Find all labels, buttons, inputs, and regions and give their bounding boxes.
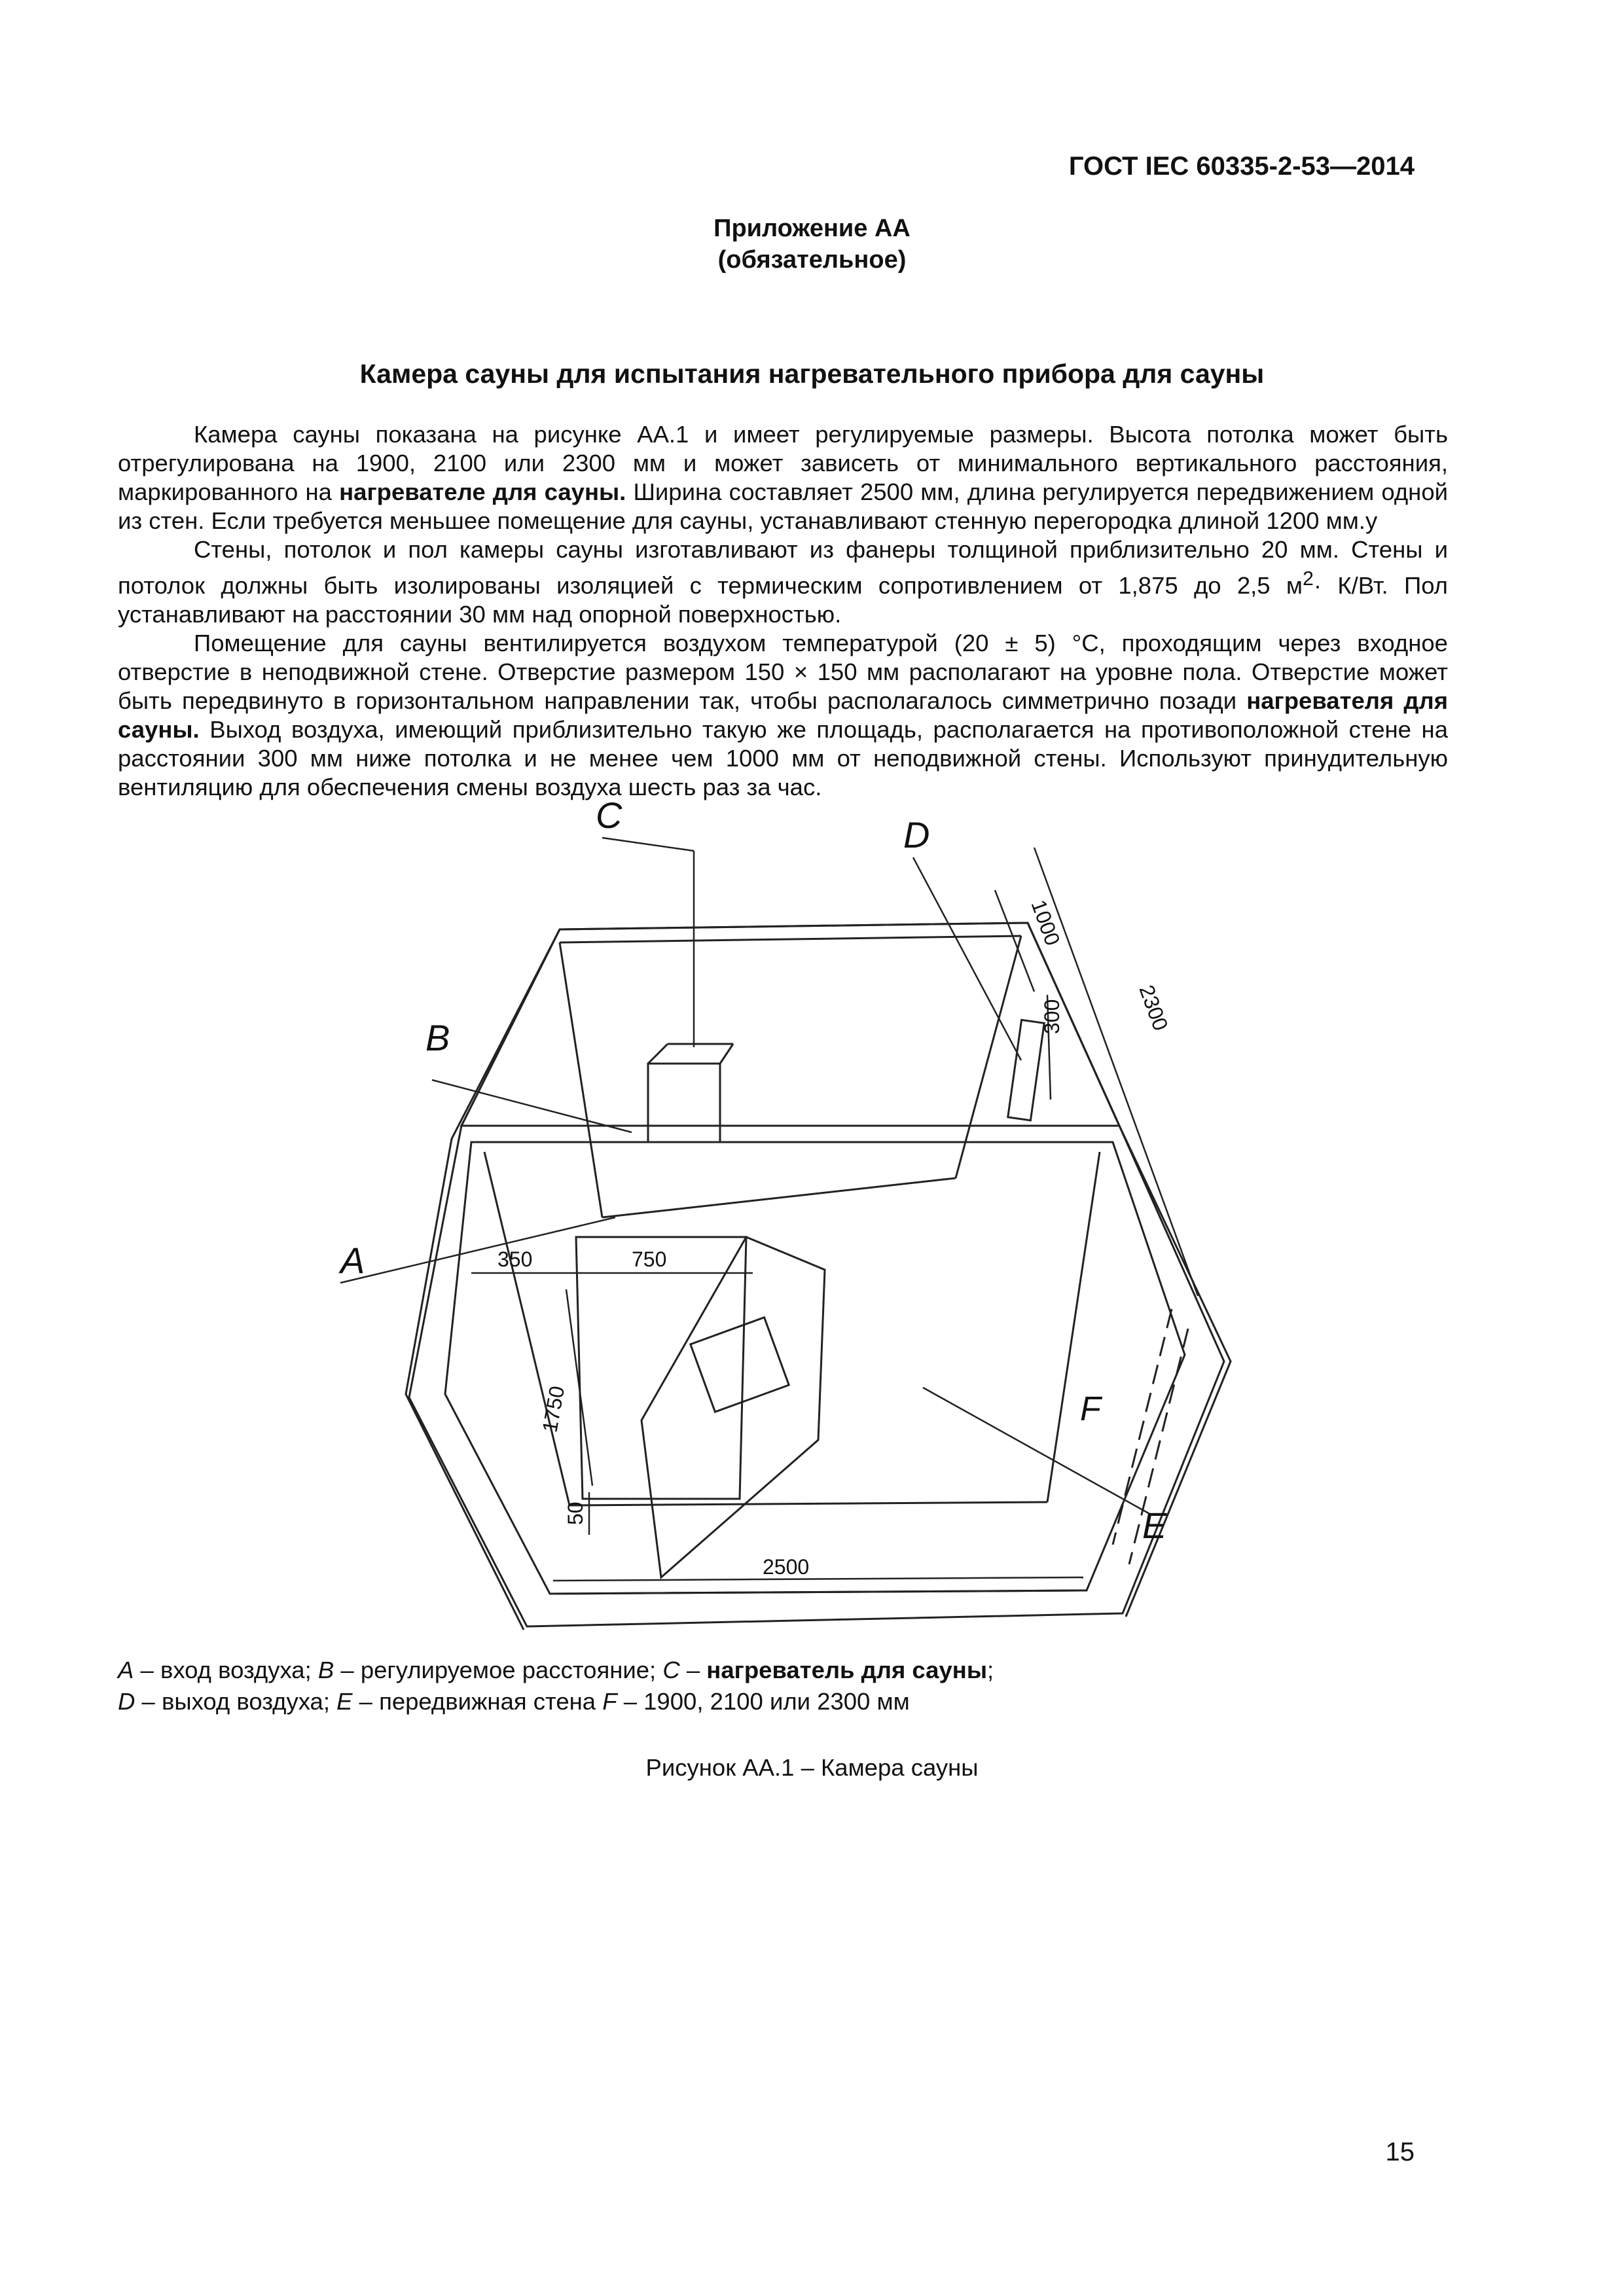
dim-2500-line	[553, 1577, 1083, 1581]
heater-box-depth-2	[720, 1044, 733, 1064]
legend-text-a: – вход воздуха;	[134, 1657, 318, 1683]
dim-1750-line	[566, 1289, 592, 1486]
body-text	[118, 420, 1448, 802]
standard-header: ГОСТ IEC 60335-2-53—2014	[1068, 152, 1415, 181]
dim-750: 750	[632, 1247, 667, 1271]
paragraph-3	[118, 629, 1448, 802]
floor-back-edge	[602, 1178, 956, 1217]
dim-2300-line	[1034, 848, 1198, 1296]
dim-2500: 2500	[763, 1555, 810, 1579]
leader-e	[923, 1388, 1152, 1515]
paragraph-2	[118, 535, 1448, 629]
air-outlet-panel	[1008, 1020, 1045, 1120]
door-window	[691, 1318, 789, 1412]
dim-50: 50	[564, 1501, 587, 1525]
inner-right-corner	[1047, 1152, 1100, 1502]
figure-legend	[118, 1655, 994, 1717]
paragraph-3-part-a: Помещение для сауны вентилируется воздухом температурой (20 ± 5) °С, проходящим через входное отверстие в неподвижной стене. Отверстие размером 150 × 150 мм располагают на уровне пола. Отверстие может быть передвинуто в горизонтальном направлении так, чтобы располагалось симметрично позади	[118, 630, 1448, 715]
legend-text-b: – регулируемое расстояние;	[334, 1657, 663, 1683]
legend-dash-c: –	[679, 1657, 707, 1683]
paragraph-1	[118, 420, 1448, 535]
paragraph-1-bold: нагревателе для сауны.	[339, 478, 626, 505]
legend-text-e: – передвижная стена	[352, 1688, 603, 1715]
sauna-chamber-drawing	[275, 785, 1296, 1636]
legend-key-b: B	[317, 1657, 334, 1683]
outer-frame	[409, 923, 1224, 1626]
dim-300: 300	[1040, 999, 1064, 1034]
ceiling-edge	[560, 936, 1021, 942]
floor-inner-line	[569, 1502, 1047, 1505]
heater-box-depth-1	[648, 1044, 668, 1064]
front-room-outline	[445, 1142, 1185, 1594]
paragraph-3-bold: нагревателя для сауны.	[118, 687, 1448, 744]
legend-text-d: – выход воздуха;	[135, 1688, 337, 1715]
appendix-status: (обязательное)	[717, 246, 907, 274]
heater-box	[648, 1064, 720, 1142]
dim-2300: 2300	[1134, 982, 1173, 1034]
paragraph-2-superscript: 2	[1302, 567, 1314, 590]
sauna-chamber-figure	[275, 785, 1296, 1636]
label-e: E	[1142, 1505, 1167, 1546]
legend-line-2	[118, 1686, 994, 1717]
paragraph-2-part-a: Стены, потолок и пол камеры сауны изготавливают из фанеры толщиной приблизительно 20 мм. Стены и потолок должны быть изолированы изоляцией с термическим сопротивлением от 1,875 до 2,5 м	[118, 536, 1448, 600]
paragraph-3-part-c: Выход воздуха, имеющий приблизительно такую же площадь, располагается на противоположной стене на расстоянии 300 мм ниже потолка и не менее чем 1000 мм от неподвижной стены. Используют принудительную вентиляцию для обеспечения смены воздуха шесть раз за час.	[118, 716, 1448, 801]
legend-key-a: A	[118, 1657, 134, 1683]
dim-1750: 1750	[537, 1384, 569, 1435]
door-panel	[641, 1237, 825, 1577]
legend-key-e: E	[336, 1688, 353, 1715]
label-a: A	[340, 1240, 365, 1281]
paragraph-1-part-a: Камера сауны показана на рисунке АА.1 и имеет регулируемые размеры. Высота потолка может быть отрегулирована на 1900, 2100 или 2300 мм и может зависеть от минимального вертикального расстояния, маркированного на	[118, 421, 1448, 505]
paragraph-2-part-b: · К/Вт. Пол устанавливают на расстоянии 30 мм над опорной поверхностью.	[118, 572, 1448, 628]
legend-end-c: ;	[987, 1657, 994, 1683]
appendix-label: Приложение АА	[713, 215, 911, 242]
floor-front-edge	[550, 1590, 1087, 1594]
legend-line-1	[118, 1655, 994, 1686]
legend-text-f: – 1900, 2100 или 2300 мм	[617, 1688, 910, 1715]
page-number: 15	[1385, 2138, 1415, 2166]
legend-key-f: F	[602, 1688, 617, 1715]
figure-caption: Рисунок АА.1 – Камера сауны	[645, 1754, 979, 1781]
label-c: C	[596, 795, 623, 836]
section-title: Камера сауны для испытания нагревательного прибора для сауны	[359, 359, 1265, 389]
dim-1000: 1000	[1026, 897, 1065, 949]
leader-c	[602, 838, 694, 851]
legend-key-d: D	[118, 1688, 135, 1715]
dim-350: 350	[497, 1247, 533, 1271]
inner-left-corner	[484, 1152, 569, 1505]
door-opening	[576, 1237, 746, 1499]
label-b: B	[425, 1017, 450, 1058]
label-f: F	[1080, 1390, 1101, 1428]
label-d: D	[903, 814, 930, 855]
paragraph-1-part-c: Ширина составляет 2500 мм, длина регулируется передвижением одной из стен. Если требуется меньшее помещение для сауны, устанавливают стенную перегородка длиной 1200 мм.у	[118, 478, 1449, 534]
legend-text-c: нагреватель для сауны	[706, 1657, 987, 1683]
legend-key-c: C	[662, 1657, 680, 1683]
leader-d	[913, 857, 1021, 1060]
left-back-corner	[560, 942, 602, 1217]
